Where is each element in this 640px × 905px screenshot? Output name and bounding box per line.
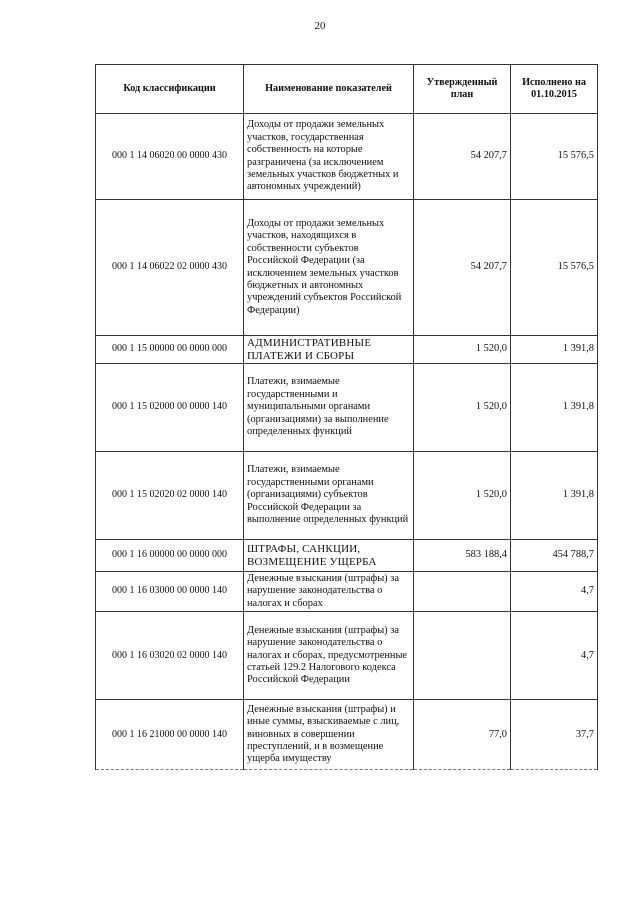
row-executed: 4,7 (511, 612, 598, 700)
row-plan: 54 207,7 (414, 200, 511, 336)
row-plan: 1 520,0 (414, 336, 511, 364)
table-row (96, 452, 598, 540)
row-name: АДМИНИСТРАТИВНЫЕ ПЛАТЕЖИ И СБОРЫ (244, 336, 414, 364)
row-code: 000 1 15 02020 02 0000 140 (96, 452, 244, 540)
table-row (96, 336, 598, 364)
row-executed: 15 576,5 (511, 200, 598, 336)
table-header-row (96, 65, 598, 114)
row-code: 000 1 15 00000 00 0000 000 (96, 336, 244, 364)
row-code: 000 1 16 21000 00 0000 140 (96, 700, 244, 770)
table-row (96, 364, 598, 452)
row-executed: 1 391,8 (511, 452, 598, 540)
row-plan: 1 520,0 (414, 364, 511, 452)
row-plan: 1 520,0 (414, 452, 511, 540)
table-row (96, 612, 598, 700)
row-plan (414, 612, 511, 700)
table-row (96, 572, 598, 612)
row-name: Денежные взыскания (штрафы) за нарушение законодательства о налогах и сборах (244, 572, 414, 612)
row-code: 000 1 16 00000 00 0000 000 (96, 540, 244, 572)
row-code: 000 1 14 06022 02 0000 430 (96, 200, 244, 336)
table-row (96, 200, 598, 336)
row-plan: 583 188,4 (414, 540, 511, 572)
row-executed: 15 576,5 (511, 114, 598, 200)
row-executed: 1 391,8 (511, 336, 598, 364)
row-code: 000 1 15 02000 00 0000 140 (96, 364, 244, 452)
header-plan: Утвержденный план (414, 65, 511, 114)
row-name: Платежи, взимаемые государственными органами (организациями) субъектов Российской Федерации за выполнение определенных функций (244, 452, 414, 540)
row-code: 000 1 16 03020 02 0000 140 (96, 612, 244, 700)
row-plan: 77,0 (414, 700, 511, 770)
row-plan: 54 207,7 (414, 114, 511, 200)
row-name: Денежные взыскания (штрафы) и иные суммы, взыскиваемые с лиц, виновных в совершении преступлений, и в возмещение ущерба имуществу (244, 700, 414, 770)
header-executed: Исполнено на 01.10.2015 (511, 65, 598, 114)
header-name: Наименование показателей (244, 65, 414, 114)
header-code: Код классификации (96, 65, 244, 114)
row-name: ШТРАФЫ, САНКЦИИ, ВОЗМЕЩЕНИЕ УЩЕРБА (244, 540, 414, 572)
row-executed: 37,7 (511, 700, 598, 770)
row-name: Доходы от продажи земельных участков, государственная собственность на которые разграничена (за исключением земельных участков бюджетных и автономных учреждений) (244, 114, 414, 200)
row-plan (414, 572, 511, 612)
page-number: 20 (314, 20, 326, 32)
row-name: Платежи, взимаемые государственными и муниципальными органами (организациями) за выполнение определенных функций (244, 364, 414, 452)
row-name: Денежные взыскания (штрафы) за нарушение законодательства о налогах и сборах, предусмотренные статьей 129.2 Налогового кодекса Российской Федерации (244, 612, 414, 700)
row-name: Доходы от продажи земельных участков, находящихся в собственности субъектов Российской Федерации (за исключением земельных участков бюджетных и автономных учреждений субъектов Российской Федерации) (244, 200, 414, 336)
row-executed: 454 788,7 (511, 540, 598, 572)
table-row (96, 700, 598, 770)
table-row (96, 114, 598, 200)
row-code: 000 1 14 06020 00 0000 430 (96, 114, 244, 200)
row-executed: 4,7 (511, 572, 598, 612)
row-code: 000 1 16 03000 00 0000 140 (96, 572, 244, 612)
row-executed: 1 391,8 (511, 364, 598, 452)
table-row (96, 540, 598, 572)
budget-table (95, 64, 598, 770)
